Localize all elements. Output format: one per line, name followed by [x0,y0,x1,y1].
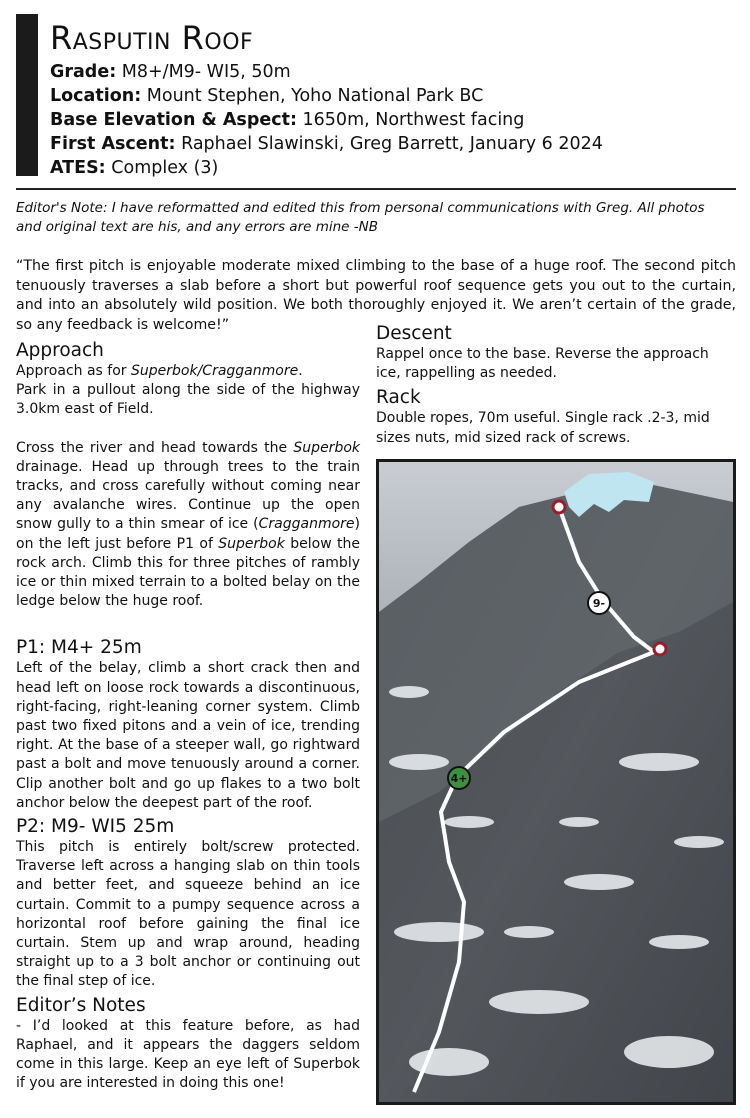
rack-text: Double ropes, 70m useful. Single rack .2-3, mid sizes nuts, mid sized rack of screws. [376,410,710,446]
editors-notes-text: - I’d looked at this feature before, as had Raphael, and it appears the daggers seldom come in this large. Keep an eye left of Superbok if you are interested in doing this one! [16,1017,360,1092]
p2-grade-label: 9- [592,597,606,610]
header-accent-bar [16,14,38,176]
route-topo-photo [376,459,736,1105]
first-ascent-line: First Ascent: Raphael Slawinski, Greg Barrett, January 6 2024 [50,134,603,154]
belay-anchor-icon [654,643,666,655]
rack-heading: Rack [376,387,421,409]
right-column [376,323,728,448]
p1-heading: P1: M4+ 25m [16,637,142,659]
left-column [16,340,360,1094]
p2-description: This pitch is entirely bolt/screw protected. Traverse left across a hanging slab on thin tools and better feet, and squeeze behind an ice curtain. Commit to a pumpy sequence across a horizontal roof before gaining the final ice curtain. Stem up and wrap around, heading straight up to a 3 bolt anchor or continuing out the final step of ice. [16,839,360,990]
approach-heading: Approach [16,340,104,361]
approach-intro: Approach as for Superbok/Cragganmore. [16,363,303,379]
header-divider [16,188,736,190]
p2-heading: P2: M9- WI5 25m [16,816,175,838]
elevation-line: Base Elevation & Aspect: 1650m, Northwest facing [50,110,525,130]
route-header [16,14,736,176]
p1-grade-label: 4+ [450,772,468,785]
p1-description: Left of the belay, climb a short crack then and head left on loose rock towards a discontinuous, right-facing, right-leaning corner system. Climb past two fixed pitons and a vein of ice, trending right. At the base of a steeper wall, go rightward past a bolt and move tenuously around a corner. Clip another bolt and go up flakes to a two bolt anchor below the deepest part of the roof. [16,660,360,811]
route-title: Rasputin Roof [50,19,254,57]
approach-parking: Park in a pullout along the side of the highway 3.0km east of Field. [16,382,360,418]
top-anchor-icon [553,501,565,513]
descent-text: Rappel once to the base. Reverse the approach ice, rappelling as needed. [376,346,709,382]
editors-notes-heading: Editor’s Notes [16,994,146,1016]
ates-line: ATES: Complex (3) [50,158,219,178]
approach-details: Cross the river and head towards the Superbok drainage. Head up through trees to the train tracks, and cross carefully without coming near any avalanche wires. Continue up the open snow gully to a thin smear of ice (Cragganmore) on the left just before P1 of Superbok below the rock arch. Climb this for three pitches of rambly ice or thin mixed terrain to a bolted belay on the ledge below the huge roof. [16,439,361,610]
grade-line: Grade: M8+/M9- WI5, 50m [50,62,291,82]
editor-note: Editor's Note: I have reformatted and edited this from personal communications with Greg. All photos and original text are his, and any errors are mine -NB [16,200,705,235]
climber-quote: “The first pitch is enjoyable moderate mixed climbing to the base of a huge roof. The second pitch tenuously traverses a slab before a short but powerful roof sequence gets you out to the curtain, and into an absolutely wild position. We both thoroughly enjoyed it. We aren’t certain of the grade, so any feedback is welcome!” [16,258,736,333]
location-line: Location: Mount Stephen, Yoho National Park BC [50,86,484,106]
descent-heading: Descent [376,323,452,344]
